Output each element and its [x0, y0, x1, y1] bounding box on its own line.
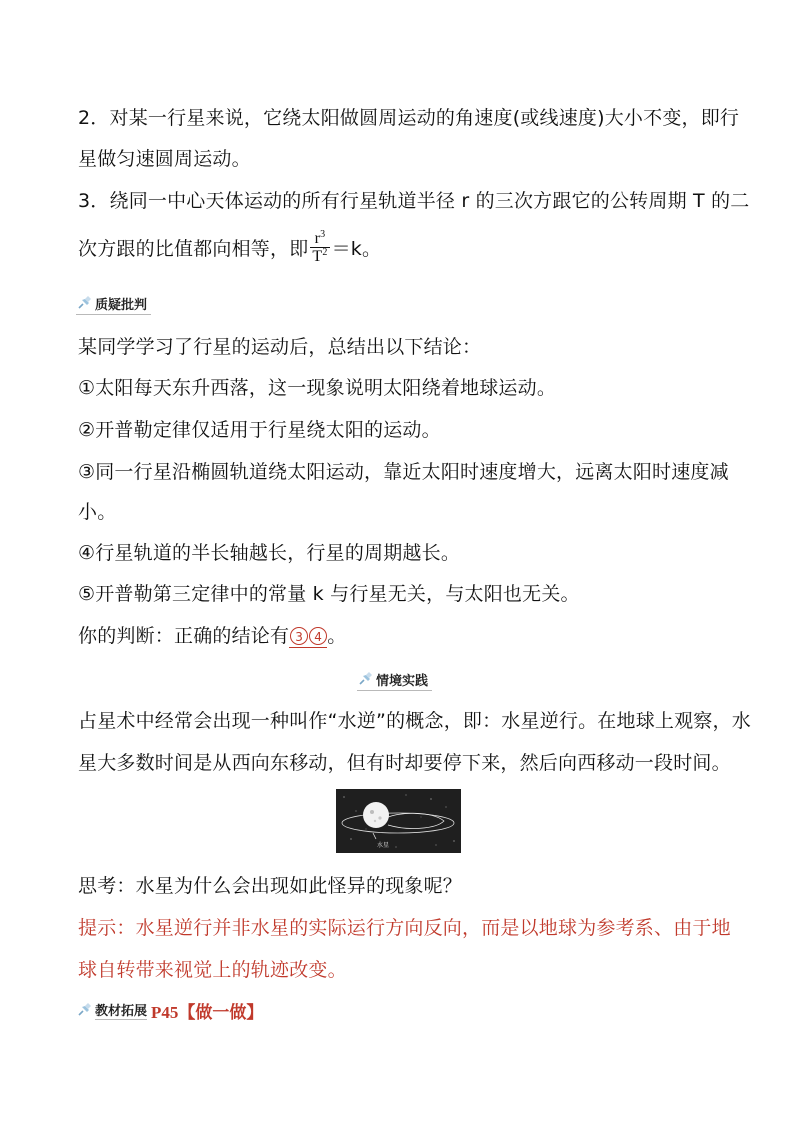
conclusion-5: ⑤开普勒第三定律中的常量 k 与行星无关，与太阳也无关。: [78, 583, 580, 605]
hint-line1: 提示：水星逆行并非水星的实际运行方向反向，而是以地球为参考系、由于地: [78, 917, 731, 939]
judgment-prefix: 你的判断：正确的结论有: [78, 625, 290, 647]
pushpin-icon: [76, 1002, 92, 1018]
answer-circle-3: 3: [290, 627, 308, 645]
fraction-numerator: r: [314, 230, 321, 247]
think-question: 思考：水星为什么会出现如此怪异的现象呢？: [78, 875, 463, 897]
figure-label: 水星: [377, 842, 390, 849]
fraction-denominator: T: [312, 248, 323, 265]
query-intro: 某同学学习了行星的运动后，总结出以下结论：: [78, 336, 482, 358]
section-tag-extension-label: 教材拓展: [95, 1000, 147, 1020]
conclusion-3-line2: 小。: [78, 501, 117, 523]
conclusion-3-line1: ③同一行星沿椭圆轨道绕太阳运动，靠近太阳时速度增大，远离太阳时速度减: [78, 461, 729, 483]
item2-line2: 星做匀速圆周运动。: [78, 148, 251, 170]
section-tag-query: [76, 292, 151, 315]
section-tag-query-label: 质疑批判: [95, 297, 148, 313]
fraction-numerator-exponent: 3: [320, 229, 326, 240]
answer-blank: [289, 626, 327, 648]
item3-line2-post: ＝k。: [331, 238, 382, 260]
answer-circle-4: 4: [309, 627, 327, 645]
item3-line2: [78, 229, 382, 267]
textbook-reference: P45【做一做】: [151, 1002, 264, 1022]
hint-line2: 球自转带来视觉上的轨迹改变。: [78, 959, 347, 981]
pushpin-icon: [76, 295, 92, 311]
figure-background: [336, 789, 461, 853]
conclusion-1: ①太阳每天东升西落，这一现象说明太阳绕着地球运动。: [78, 377, 557, 399]
conclusion-2: ②开普勒定律仅适用于行星绕太阳的运动。: [78, 419, 441, 441]
scene-para-line2: 星大多数时间是从西向东移动，但有时却要停下来，然后向西移动一段时间。: [78, 752, 731, 774]
judgment-suffix: 。: [327, 625, 347, 647]
kepler-fraction: [310, 230, 329, 265]
section-tag-scene-label: 情境实践: [376, 673, 429, 689]
section-tag-scene: [357, 668, 432, 691]
pushpin-icon: [357, 671, 373, 687]
fraction-denominator-exponent: 2: [322, 247, 328, 258]
item3-line2-pre: 次方跟的比值都向相等，即: [78, 238, 309, 260]
judgment-line: [78, 624, 346, 648]
sun-disk: [363, 802, 389, 828]
item2-line1: 2．对某一行星来说，它绕太阳做圆周运动的角速度(或线速度)大小不变，即行: [78, 107, 740, 129]
scene-para-line1: 占星术中经常会出现一种叫作“水逆”的概念，即：水星逆行。在地球上观察，水: [78, 710, 751, 732]
item3-line1: 3．绕同一中心天体运动的所有行星轨道半径 r 的三次方跟它的公转周期 T 的二: [78, 190, 750, 212]
section-tag-extension: [76, 999, 267, 1021]
mercury-retrograde-figure: [336, 789, 461, 853]
conclusion-4: ④行星轨道的半长轴越长，行星的周期越长。: [78, 542, 461, 564]
